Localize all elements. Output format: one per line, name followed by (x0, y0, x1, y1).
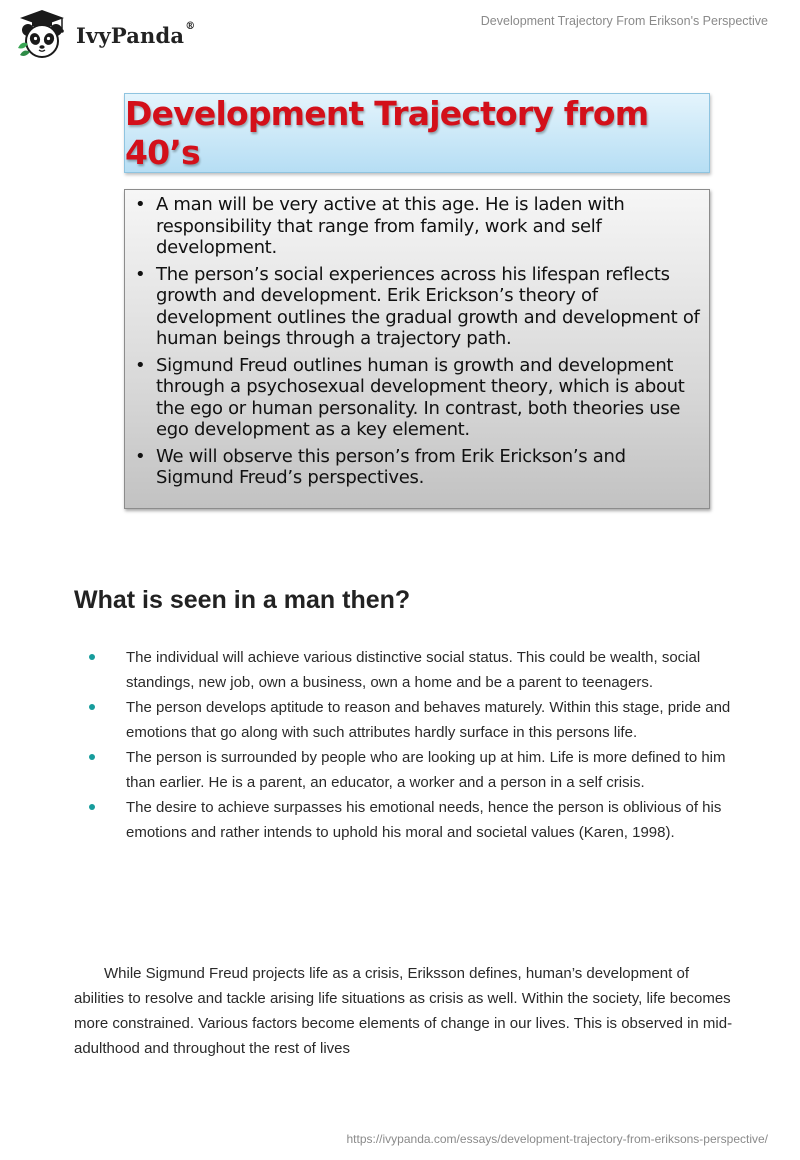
list-item: The person develops aptitude to reason and behaves maturely. Within this stage, pride and emotions that go along with such attributes hardly surface in this persons life. (74, 695, 734, 745)
teal-bullet-icon (89, 804, 95, 810)
slide-bullet: • We will observe this person’s from Erik Erickson’s and Sigmund Freud’s perspectives. (135, 445, 626, 488)
slide-bullet-list (131, 194, 701, 489)
slide-title: Development Trajectory from 40’s (125, 94, 649, 172)
list-item: The individual will achieve various distinctive social status. This could be wealth, social standings, new job, own a business, own a home and be a parent to teenagers. (74, 645, 734, 695)
teal-bullet-icon (89, 754, 95, 760)
content-bullet-list (74, 645, 734, 845)
slide-content-box (124, 189, 710, 509)
document-title: Development Trajectory From Erikson's Perspective (480, 14, 768, 28)
bullet-icon: • (135, 354, 146, 376)
ivypanda-logo[interactable] (14, 8, 195, 60)
bullet-icon: • (135, 263, 146, 285)
page-header (0, 0, 800, 60)
source-url-link[interactable]: https://ivypanda.com/essays/development-trajectory-from-eriksons-perspective/ (346, 1132, 768, 1146)
slide-bullet: • Sigmund Freud outlines human is growth and development through a psychosexual development theory, which is about the ego or human personality. In contrast, both theories use ego development as a key element. (135, 354, 685, 440)
list-item: The desire to achieve surpasses his emotional needs, hence the person is oblivious of his emotions and rather intends to uphold his moral and societal values (Karen, 1998). (74, 795, 734, 845)
panda-graduate-icon (14, 8, 70, 60)
slide-bullet: • A man will be very active at this age. He is laden with responsibility that range from family, work and self development. (135, 194, 625, 258)
slide-bullet: • The person’s social experiences across his lifespan reflects growth and development. Erik Erickson’s theory of development outlines the gradual growth and development of human beings through a trajectory path. (135, 263, 700, 349)
body-paragraph: While Sigmund Freud projects life as a crisis, Eriksson defines, human’s development of abilities to resolve and tackle arising life situations as crisis as well. Within the society, life becomes more constrained. Various factors become elements of change in our lives. This is observed in mid-adulthood and throughout the rest of lives (74, 965, 733, 1057)
bullet-icon: • (135, 194, 146, 215)
presentation-slide-image (124, 93, 710, 509)
slide-title-box (124, 93, 710, 173)
list-item: The person is surrounded by people who are looking up at him. Life is more defined to him than earlier. He is a parent, an educator, a worker and a person in a self crisis. (74, 745, 734, 795)
brand-name: IvyPanda® (76, 20, 196, 48)
bullet-icon: • (135, 445, 146, 467)
teal-bullet-icon (89, 654, 95, 660)
teal-bullet-icon (89, 704, 95, 710)
section-heading: What is seen in a man then? (74, 586, 411, 614)
